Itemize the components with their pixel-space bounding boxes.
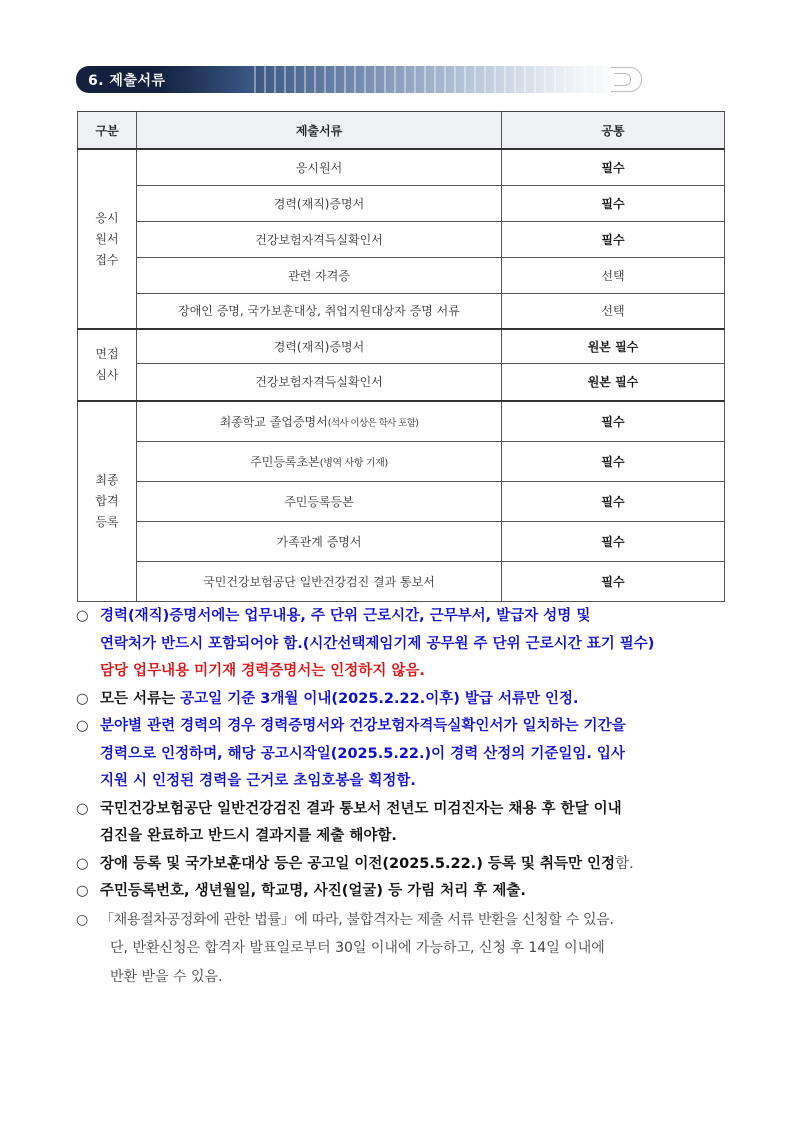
req-cell: 원본 필수 — [502, 363, 725, 401]
note-issue-date: ○ 모든 서류는 공고일 기준 3개월 이내(2025.2.22.이후) 발급 서류만 인정. — [76, 686, 736, 714]
doc-cell: 건강보험자격득실확인서 — [137, 363, 502, 401]
documents-table — [77, 111, 725, 602]
doc-cell: 관련 자격증 — [137, 257, 502, 293]
req-cell: 필수 — [502, 185, 725, 221]
req-cell: 필수 — [502, 221, 725, 257]
table-row — [78, 221, 725, 257]
table-row — [78, 185, 725, 221]
table-header-row — [78, 112, 725, 150]
bullet-circle-icon: ○ — [76, 690, 89, 707]
table-row — [78, 561, 725, 601]
doc-note: (병역 사항 기재) — [319, 457, 388, 469]
req-cell: 필수 — [502, 481, 725, 521]
doc-note: (석사 이상은 학사 포함) — [327, 417, 419, 429]
section-header-bar — [76, 66, 642, 93]
req-cell: 선택 — [502, 293, 725, 329]
note-career-certificate: ○ 경력(재직)증명서에는 업무내용, 주 단위 근로시간, 근무부서, 발급자 성명 및 연락처가 반드시 포함되어야 함.(시간선택제임기제 공무원 주 단위 근로시간 표기 필수) 담당 업무내용 미기재 경력증명서는 인정하지 않음. — [76, 603, 736, 686]
doc-cell: 경력(재직)증명서 — [137, 329, 502, 363]
table-row — [78, 441, 725, 481]
req-cell: 필수 — [502, 149, 725, 185]
section-title: 6. 제출서류 — [88, 73, 166, 89]
bullet-circle-icon: ○ — [76, 855, 89, 872]
table-row — [78, 149, 725, 185]
doc-cell: 경력(재직)증명서 — [137, 185, 502, 221]
bullet-circle-icon: ○ — [76, 608, 89, 624]
req-cell: 원본 필수 — [502, 329, 725, 363]
category-cell-application: 응시 원서 접수 — [78, 149, 137, 329]
table-row — [78, 329, 725, 363]
note-masking: ○ 주민등록번호, 생년월일, 학교명, 사진(얼굴) 등 가림 처리 후 제출. — [76, 878, 736, 906]
bullet-circle-icon: ○ — [76, 911, 89, 928]
doc-cell: 장애인 증명, 국가보훈대상, 취업지원대상자 증명 서류 — [137, 293, 502, 329]
doc-cell: 가족관계 증명서 — [137, 521, 502, 561]
table-row — [78, 521, 725, 561]
table-row — [78, 257, 725, 293]
doc-cell: 주민등록등본 — [137, 481, 502, 521]
doc-cell: 최종학교 졸업증명서(석사 이상은 학사 포함) — [137, 401, 502, 441]
bullet-circle-icon: ○ — [76, 718, 89, 734]
table-row — [78, 293, 725, 329]
req-cell: 필수 — [502, 521, 725, 561]
note-health-checkup: ○ 국민건강보험공단 일반건강검진 결과 통보서 전년도 미검진자는 채용 후 한달 이내 검진을 완료하고 반드시 결과지를 제출 해야함. — [76, 796, 736, 851]
section-header-end-cap — [611, 67, 642, 92]
section-header-stripes — [246, 66, 621, 93]
doc-cell: 주민등록초본(병역 사항 기재) — [137, 441, 502, 481]
doc-cell: 건강보험자격득실확인서 — [137, 221, 502, 257]
category-cell-final: 최종 합격 등록 — [78, 401, 137, 601]
doc-cell: 응시원서 — [137, 149, 502, 185]
note-career-period: ○ 분야별 관련 경력의 경우 경력증명서와 건강보험자격득실확인서가 일치하는 기간을 경력으로 인정하며, 해당 공고시작일(2025.5.22.)이 경력 산정의 기준일임. 입사 지원 시 인정된 경력을 근거로 초임호봉을 획정함. — [76, 713, 736, 796]
bullet-circle-icon: ○ — [76, 883, 89, 899]
note-disability-veterans: ○ 장애 등록 및 국가보훈대상 등은 공고일 이전(2025.5.22.) 등록 및 취득만 인정함. — [76, 851, 736, 879]
req-cell: 필수 — [502, 401, 725, 441]
header-common: 공통 — [502, 112, 725, 150]
table-row — [78, 401, 725, 441]
header-documents: 제출서류 — [137, 112, 502, 150]
req-cell: 필수 — [502, 441, 725, 481]
bullet-circle-icon: ○ — [76, 800, 89, 817]
note-document-return: ○ 「채용절차공정화에 관한 법률」에 따라, 불합격자는 제출 서류 반환을 신청할 수 있음. 단, 반환신청은 합격자 발표일로부터 30일 이내에 가능하고, 신청 후 14일 이내에 반환 받을 수 있음. — [76, 906, 736, 992]
header-category: 구분 — [78, 112, 137, 150]
category-cell-interview: 면접 심사 — [78, 329, 137, 401]
table-row — [78, 481, 725, 521]
table-row — [78, 363, 725, 401]
req-cell: 필수 — [502, 561, 725, 601]
req-cell: 선택 — [502, 257, 725, 293]
doc-cell: 국민건강보험공단 일반건강검진 결과 통보서 — [137, 561, 502, 601]
notes-list — [76, 603, 736, 991]
